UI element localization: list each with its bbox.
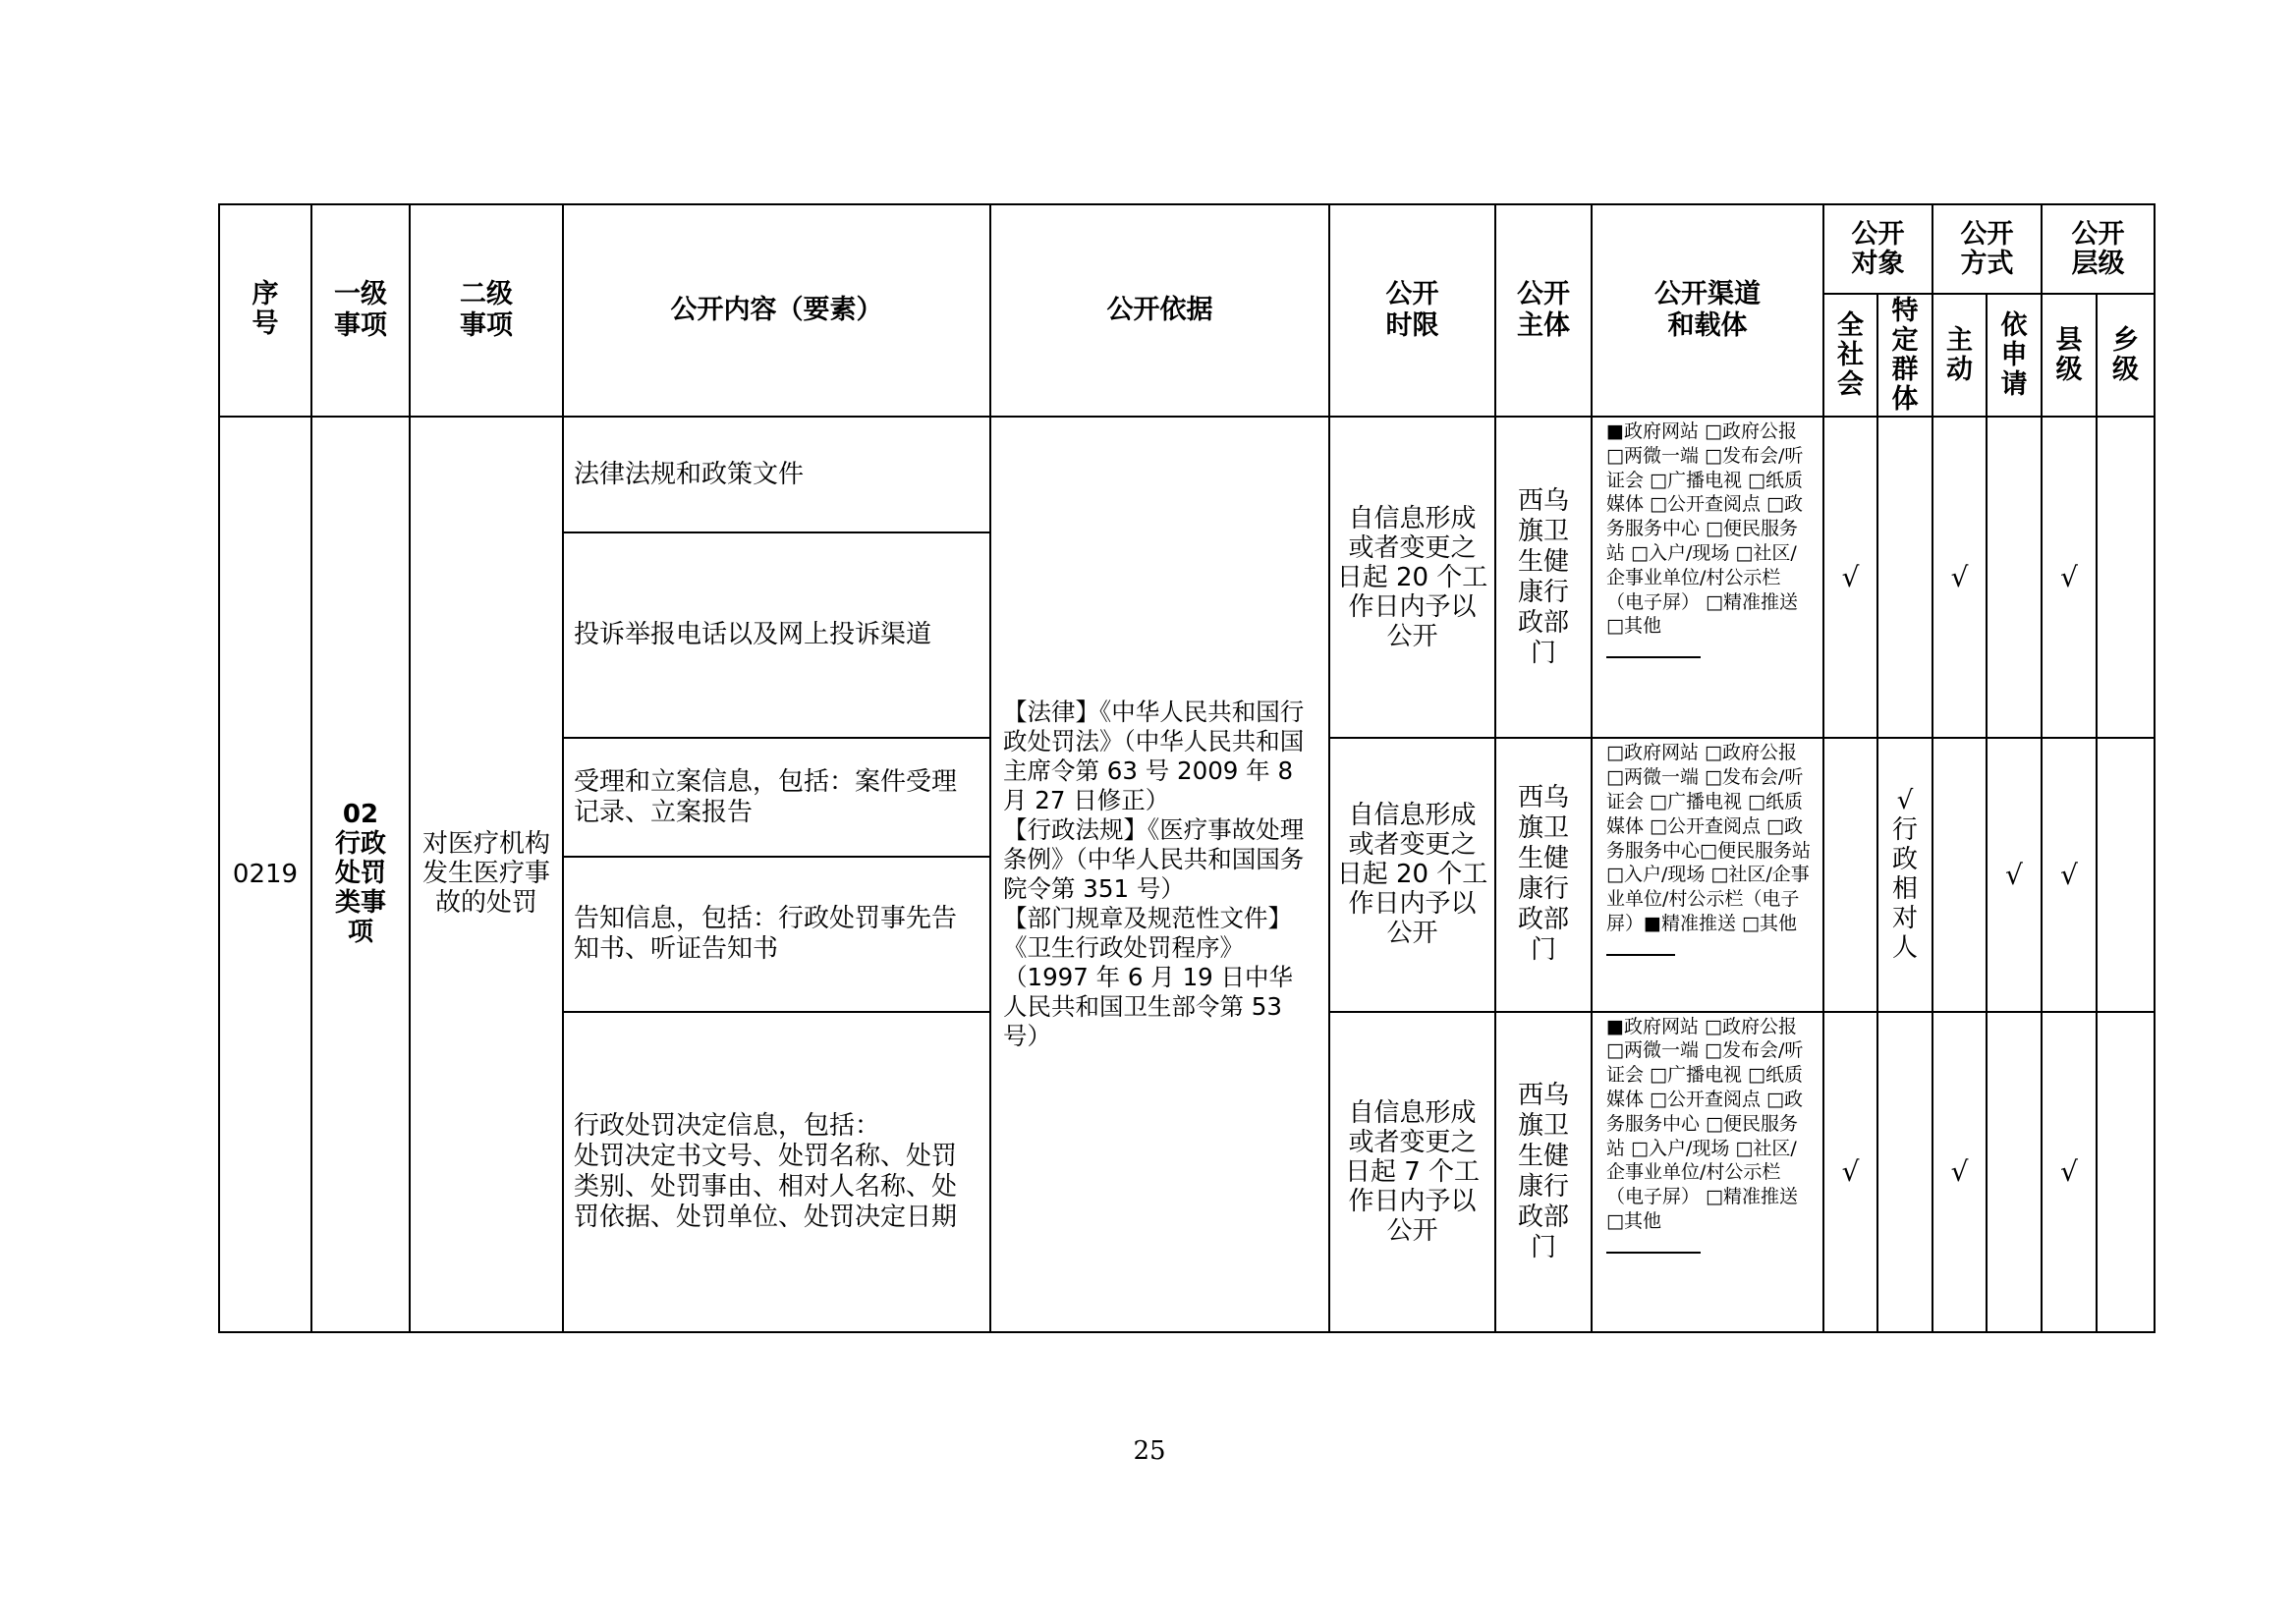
header-level1: 一级事项 — [311, 204, 410, 417]
content-item: 告知信息，包括：行政处罚事先告知书、听证告知书 — [563, 857, 990, 1012]
check-level-town — [2097, 738, 2155, 1011]
content-item: 受理和立案信息，包括：案件受理记录、立案报告 — [563, 738, 990, 857]
header-target: 公开对象 — [1823, 204, 1932, 294]
check-level-county: √ — [2042, 738, 2097, 1011]
header-level: 公开层级 — [2042, 204, 2155, 294]
header-method-active: 主动 — [1932, 294, 1987, 417]
channel-cell: □政府网站 □政府公报 □两微一端 □发布会/听证会 □广播电视 □纸质媒体 □公开查阅点 □政务服务中心□便民服务站 □入户/现场 □社区/企事业单位/村公示栏（电子屏）■精准推送 □其他 — [1592, 738, 1823, 1011]
level2-cell: 对医疗机构发生医疗事故的处罚 — [410, 417, 563, 1332]
check-level-county: √ — [2042, 1012, 2097, 1332]
time-limit-cell: 自信息形成或者变更之日起 20 个工作日内予以公开 — [1329, 738, 1495, 1011]
time-limit-cell: 自信息形成或者变更之日起 7 个工作日内予以公开 — [1329, 1012, 1495, 1332]
disclosure-table — [218, 203, 2156, 1333]
subject-cell: 西乌旗卫生健康行政部门 — [1495, 417, 1592, 738]
check-target-specific — [1877, 1012, 1932, 1332]
check-level-town — [2097, 417, 2155, 738]
time-limit-cell: 自信息形成或者变更之日起 20 个工作日内予以公开 — [1329, 417, 1495, 738]
check-target-all: √ — [1823, 1012, 1877, 1332]
content-item: 投诉举报电话以及网上投诉渠道 — [563, 532, 990, 738]
seq-cell: 0219 — [219, 417, 311, 1332]
fill-blank — [1606, 1234, 1701, 1254]
check-method-active: √ — [1932, 1012, 1987, 1332]
basis-cell: 【法律】《中华人民共和国行政处罚法》（中华人民共和国主席令第 63 号 2009 年 8 月 27 日修正） 【行政法规】《医疗事故处理条例》（中华人民共和国国务院令第 351 号） 【部门规章及规范性文件】《卫生行政处罚程序》（1997 年 6 月 19 日中华人民共和国卫生部令第 53 号） — [990, 417, 1329, 1332]
header-content: 公开内容（要素） — [563, 204, 990, 417]
channel-cell: ■政府网站 □政府公报 □两微一端 □发布会/听证会 □广播电视 □纸质媒体 □公开查阅点 □政务服务中心 □便民服务站 □入户/现场 □社区/企事业单位/村公示栏（电子屏） □精准推送 □其他 — [1592, 417, 1823, 738]
channel-cell: ■政府网站 □政府公报 □两微一端 □发布会/听证会 □广播电视 □纸质媒体 □公开查阅点 □政务服务中心 □便民服务站 □入户/现场 □社区/企事业单位/村公示栏（电子屏） □精准推送 □其他 — [1592, 1012, 1823, 1332]
fill-blank — [1606, 936, 1675, 956]
header-seq: 序号 — [219, 204, 311, 417]
header-basis: 公开依据 — [990, 204, 1329, 417]
check-target-all: √ — [1823, 417, 1877, 738]
content-item: 行政处罚决定信息，包括： 处罚决定书文号、处罚名称、处罚类别、处罚事由、相对人名称、处罚依据、处罚单位、处罚决定日期 — [563, 1012, 990, 1332]
check-method-request: √ — [1987, 738, 2042, 1011]
subject-cell: 西乌旗卫生健康行政部门 — [1495, 1012, 1592, 1332]
header-subject: 公开主体 — [1495, 204, 1592, 417]
subject-cell: 西乌旗卫生健康行政部门 — [1495, 738, 1592, 1011]
page-number: 25 — [1133, 1436, 1166, 1466]
table-row — [219, 417, 2155, 533]
header-time-limit: 公开时限 — [1329, 204, 1495, 417]
level1-cell: 02 行政处罚类事项 — [311, 417, 410, 1332]
content-item: 法律法规和政策文件 — [563, 417, 990, 533]
check-target-all — [1823, 738, 1877, 1011]
check-target-specific: √行政相对人 — [1877, 738, 1932, 1011]
header-target-all: 全社会 — [1823, 294, 1877, 417]
fill-blank — [1606, 639, 1701, 658]
check-level-town — [2097, 1012, 2155, 1332]
header-target-specific: 特定群体 — [1877, 294, 1932, 417]
check-method-active — [1932, 738, 1987, 1011]
header-method: 公开方式 — [1932, 204, 2042, 294]
header-level-county: 县级 — [2042, 294, 2097, 417]
header-method-request: 依申请 — [1987, 294, 2042, 417]
header-row-1 — [219, 204, 2155, 294]
header-level2: 二级事项 — [410, 204, 563, 417]
header-channel: 公开渠道和载体 — [1592, 204, 1823, 417]
check-target-specific — [1877, 417, 1932, 738]
header-level-town: 乡级 — [2097, 294, 2155, 417]
check-method-request — [1987, 417, 2042, 738]
check-level-county: √ — [2042, 417, 2097, 738]
check-method-request — [1987, 1012, 2042, 1332]
check-method-active: √ — [1932, 417, 1987, 738]
